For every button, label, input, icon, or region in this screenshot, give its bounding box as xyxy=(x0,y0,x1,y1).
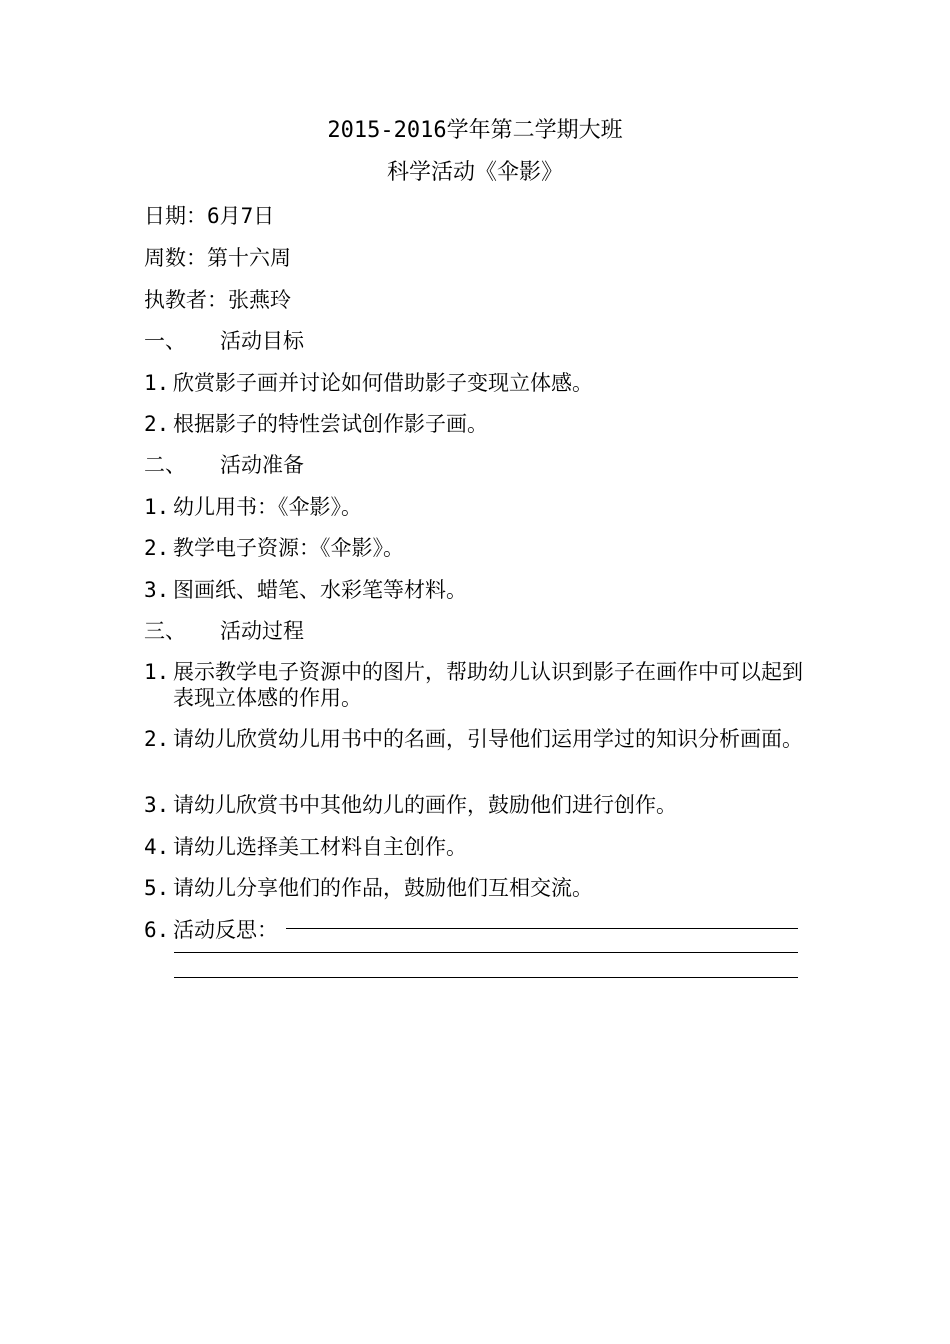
date-line: 日期：6月7日 xyxy=(144,204,275,228)
list-item-text: 请幼儿欣赏幼儿用书中的名画，引导他们运用学过的知识分析画面。 xyxy=(173,727,803,751)
section-title: 活动目标 xyxy=(220,329,304,353)
list-item-text: 根据影子的特性尝试创作影子画。 xyxy=(173,412,488,436)
list-item xyxy=(144,875,804,901)
list-item-reflection xyxy=(144,917,804,943)
list-item-text: 欣赏影子画并讨论如何借助影子变现立体感。 xyxy=(173,371,593,395)
section-title: 活动过程 xyxy=(220,619,304,643)
list-item-number: 1. xyxy=(144,660,170,684)
section-heading-process xyxy=(144,618,304,644)
week-line: 周数：第十六周 xyxy=(144,246,291,270)
section-number: 三、 xyxy=(144,619,186,643)
list-item xyxy=(144,792,804,818)
list-item-number: 2. xyxy=(144,536,170,560)
list-item-number: 5. xyxy=(144,876,170,900)
list-item xyxy=(144,834,804,860)
document-title-line1: 2015-2016学年第二学期大班 xyxy=(327,118,623,143)
list-item-text: 教学电子资源：《伞影》。 xyxy=(173,536,404,560)
section-heading-preparation xyxy=(144,452,304,478)
teacher-line: 执教者：张燕玲 xyxy=(144,288,291,312)
document-title-line2: 科学活动《伞影》 xyxy=(386,160,563,185)
list-item-text: 活动反思： xyxy=(173,918,278,942)
list-item-number: 3. xyxy=(144,793,170,817)
list-item-text: 展示教学电子资源中的图片，帮助幼儿认识到影子在画作中可以起到表现立体感的作用。 xyxy=(173,660,803,710)
list-item-number: 6. xyxy=(144,918,170,942)
list-item-number: 2. xyxy=(144,727,170,751)
list-item-text: 幼儿用书：《伞影》。 xyxy=(173,495,362,519)
reflection-blank-line xyxy=(174,977,798,978)
reflection-blank-line xyxy=(286,928,798,929)
list-item-text: 请幼儿分享他们的作品，鼓励他们互相交流。 xyxy=(173,876,593,900)
list-item xyxy=(144,659,804,711)
list-item xyxy=(144,494,804,520)
list-item-text: 图画纸、蜡笔、水彩笔等材料。 xyxy=(173,578,467,602)
section-number: 二、 xyxy=(144,453,186,477)
list-item xyxy=(144,370,804,396)
list-item xyxy=(144,411,804,437)
list-item xyxy=(144,577,804,603)
list-item-number: 3. xyxy=(144,578,170,602)
list-item xyxy=(144,535,804,561)
list-item-text: 请幼儿选择美工材料自主创作。 xyxy=(173,835,467,859)
list-item-number: 1. xyxy=(144,495,170,519)
section-heading-goals xyxy=(144,328,304,354)
section-title: 活动准备 xyxy=(220,453,304,477)
list-item-number: 1. xyxy=(144,371,170,395)
list-item-text: 请幼儿欣赏书中其他幼儿的画作，鼓励他们进行创作。 xyxy=(173,793,677,817)
list-item xyxy=(144,726,804,752)
section-number: 一、 xyxy=(144,329,186,353)
reflection-blank-line xyxy=(174,952,798,953)
list-item-number: 4. xyxy=(144,835,170,859)
list-item-number: 2. xyxy=(144,412,170,436)
